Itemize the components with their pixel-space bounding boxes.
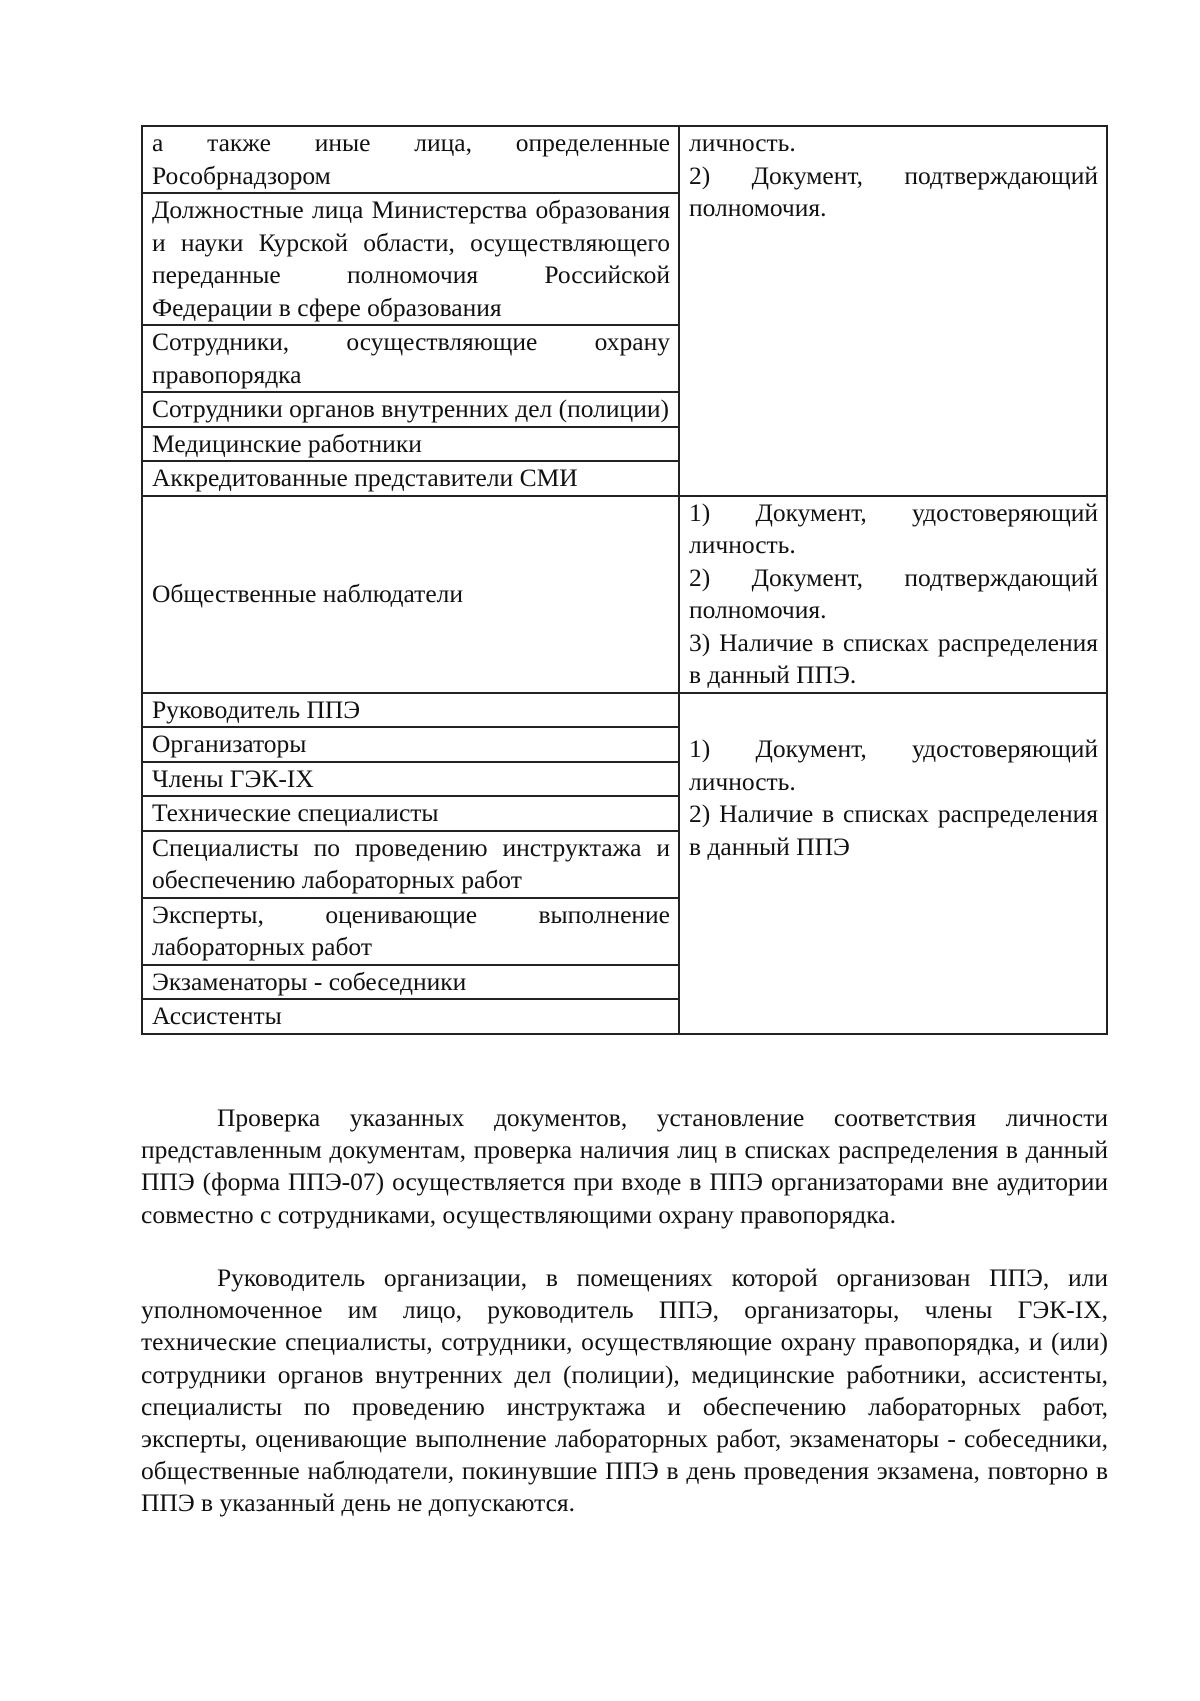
person-category-cell: Экзаменаторы - собеседники [142, 965, 679, 1000]
requirements-cell [679, 693, 1107, 1034]
person-category-cell: Ассистенты [142, 999, 679, 1034]
person-category-cell: Специалисты по проведению инструктажа и обеспечению лабораторных работ [142, 831, 679, 898]
person-category-cell: Должностные лица Министерства образования и науки Курской области, осуществляющего переданные полномочия Российской Федерации в сфере образования [142, 193, 679, 325]
requirement-line: 2) Наличие в списках распределения в данный ППЭ [689, 799, 1098, 861]
requirement-line: 2) Документ, подтверждающий полномочия. [689, 160, 1098, 222]
table-row [142, 496, 1107, 693]
person-category-cell: Общественные наблюдатели [142, 496, 679, 693]
body-paragraph: Руководитель организации, в помещениях которой организован ППЭ, или уполномоченное им лицо, руководитель ППЭ, организаторы, члены ГЭК-IX, технические специалисты, сотрудники, осуществляющие охрану правопорядка, и (или) сотрудники органов внутренних дел (полиции), медицинские работники, ассистенты, специалисты по проведению инструктажа и обеспечению лабораторных работ, эксперты, оценивающие выполнение лабораторных работ, экзаменаторы - собеседники, общественные наблюдатели, покинувшие ППЭ в день проведения экзамена, повторно в ППЭ в указанный день не допускаются. [141, 1263, 1108, 1518]
table-row [142, 126, 1107, 193]
requirement-line: 1) Документ, удостоверяющий личность. [689, 497, 1098, 559]
person-category-cell: Сотрудники органов внутренних дел (полиции) [142, 392, 679, 427]
requirement-line: 2) Документ, подтверждающий полномочия. [689, 562, 1098, 624]
requirement-line: личность. [689, 128, 796, 157]
table-row [142, 693, 1107, 728]
person-category-cell: Сотрудники, осуществляющие охрану правопорядка [142, 325, 679, 392]
requirements-cell [679, 126, 1107, 496]
person-category-cell: Организаторы [142, 727, 679, 762]
person-category-cell: Аккредитованные представители СМИ [142, 461, 679, 496]
access-requirements-table [141, 125, 1108, 1035]
person-category-cell: Медицинские работники [142, 427, 679, 462]
person-category-cell: Руководитель ППЭ [142, 693, 679, 728]
body-paragraph: Проверка указанных документов, установление соответствия личности представленным документам, проверка наличия лиц в списках распределения в данный ППЭ (форма ППЭ-07) осуществляется при входе в ППЭ организаторами вне аудитории совместно с сотрудниками, осуществляющими охрану правопорядка. [141, 1103, 1108, 1229]
person-category-cell: а также иные лица, определенные Рособрнадзором [142, 126, 679, 193]
requirements-cell [679, 496, 1107, 693]
person-category-cell: Члены ГЭК-IX [142, 762, 679, 797]
requirement-line: 3) Наличие в списках распределения в данный ППЭ. [689, 627, 1098, 689]
requirement-line: 1) Документ, удостоверяющий личность. [689, 734, 1098, 796]
person-category-cell: Эксперты, оценивающие выполнение лабораторных работ [142, 898, 679, 965]
person-category-cell: Технические специалисты [142, 796, 679, 831]
